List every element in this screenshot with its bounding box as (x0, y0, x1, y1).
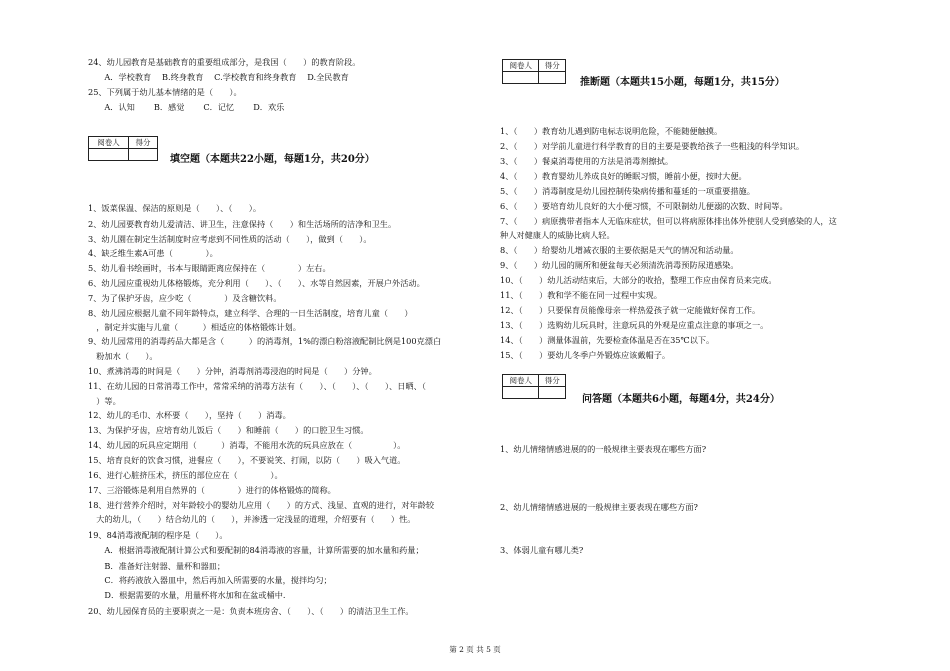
judge-question-line: 种人对健康人的威胁比病人轻。 (500, 230, 615, 240)
grader-label: 阅卷人 (503, 60, 539, 72)
judge-score-box (502, 59, 566, 84)
fill-question-line: A．根据消毒液配制计算公式和要配制的84消毒液的容量，计算所需要的加水量和药量； (88, 545, 424, 555)
judge-section-title: 推断题（本题共15小题，每题1分，共15分） (580, 77, 785, 88)
judge-question-line: 8、（ ）给婴幼儿增减衣服的主要依据是天气的情况和活动量。 (500, 245, 739, 255)
score-label: 得分 (539, 375, 566, 387)
fill-question-line: 8、幼儿园应根据儿童不同年龄特点，建立科学、合理的一日生活制度，培育儿童（ ） (88, 308, 413, 318)
judge-question-line: 12、（ ）只要保育员能像母亲一样热爱孩子就一定能做好保育工作。 (500, 305, 761, 315)
fill-score-box (88, 136, 158, 161)
fill-question-line: 13、为保护牙齿，应培育幼儿饭后（ ）和睡前（ ）的口腔卫生习惯。 (88, 425, 369, 435)
judge-question-line: 5、（ ）消毒制度是幼儿园控制传染病传播和蔓延的一项重要措施。 (500, 186, 755, 196)
fill-question-line: 19、84消毒液配制的程序是（ ）。 (88, 530, 228, 540)
mc-question-24: 24、幼儿园教育是基础教育的重要组成部分，是我国（ ）的教育阶段。 (88, 57, 361, 67)
fill-question-line: 4、缺乏维生素A可患（ ）。 (88, 248, 218, 258)
judge-question-line: 4、（ ）教育婴幼儿养成良好的睡眠习惯，睡前小便，按时大便。 (500, 171, 747, 181)
qa-question-3: 3、体弱儿童有哪儿类? (500, 545, 584, 555)
fill-question-line: 17、三浴锻炼是利用自然界的（ ）进行的体格锻炼的简称。 (88, 485, 336, 495)
judge-question-line: 9、（ ）幼儿园的厕所和便盆每天必须清洗消毒预防尿道感染。 (500, 260, 739, 270)
judge-question-line: 15、（ ）要幼儿冬季户外锻炼应该戴帽子。 (500, 350, 671, 360)
page-footer: 第 2 页 共 5 页 (449, 645, 501, 654)
qa-question-1: 1、幼儿情绪情感进展的的一般规律主要表现在哪些方面? (500, 444, 707, 454)
fill-question-line: D．根据需要的水量，用量杯将水加和在盆或桶中. (88, 590, 286, 600)
fill-question-line: 3、幼儿園在制定生活制度时应考虑到不同性质的活动（ ），做到（ ）。 (88, 234, 372, 244)
fill-question-line: 9、幼儿园常用的消毒药品大都是含（ ）的消毒剂，1%的漂白粉溶液配制比例是100克漂白 (88, 336, 442, 346)
judge-question-line: 2、（ ）对学前儿童进行科学教育的目的主要是要教给孩子一些粗浅的科学知识。 (500, 141, 805, 151)
fill-section-title: 填空题（本题共22小题，每题1分，共20分） (170, 154, 375, 165)
fill-question-line: 20、幼儿园保育员的主要职责之一是：负责本班房舍、（ ）、（ ）的清洁卫生工作。 (88, 606, 414, 616)
fill-question-line: ）等。 (88, 396, 121, 406)
mc-question-25: 25、下列属于幼儿基本情绪的是（ ）。 (88, 87, 242, 97)
fill-question-line: 12、幼儿的毛巾、水杯要（ ），坚持（ ）消毒。 (88, 410, 291, 420)
fill-question-line: 2、幼儿园要教育幼儿爱清洁、讲卫生，注意保持（ ）和生活场所的洁净和卫生。 (88, 219, 397, 229)
fill-question-line: 大的幼儿，（ ）结合幼儿的（ ），并渗透一定浅显的道理，介绍要有（ ）性。 (88, 514, 416, 524)
fill-question-line: B．准备好注射器、量杯和器皿； (88, 561, 226, 571)
fill-question-line: 15、培育良好的饮食习惯，进餐应（ ），不要说笑、打闹，以防（ ）吸入气道。 (88, 455, 406, 465)
judge-question-line: 1、（ ）教育幼儿遇到防电标志说明危险，不能随便触摸。 (500, 126, 723, 136)
judge-question-line: 14、（ ）测量体温前，先要检查体温是否在35℃以下。 (500, 335, 715, 345)
score-label: 得分 (128, 137, 157, 149)
fill-question-line: 14、幼儿园的玩具应定期用（ ）消毒，不能用水洗的玩具应放在（ ）。 (88, 440, 406, 450)
fill-question-line: 6、幼儿园应重视幼儿体格锻炼，充分利用（ ）、（ ）、水等自然因素，开展户外活动。 (88, 278, 425, 288)
judge-question-line: 13、（ ）选购幼儿玩具时，注意玩具的外观是应重点注意的事项之一。 (500, 320, 769, 330)
judge-question-line: 3、（ ）餐桌消毒使用的方法是消毒剂擦拭。 (500, 156, 674, 166)
qa-score-box (502, 374, 566, 399)
mc-options-24: A．学校教育 B.终身教育 C.学校教育和终身教育 D.全民教育 (88, 72, 349, 82)
grader-label: 阅卷人 (89, 137, 129, 149)
fill-question-line: 10、煮沸消毒的时间是（ ）分钟，消毒剂消毒浸泡的时间是（ ）分钟。 (88, 366, 377, 376)
mc-options-25: A．认知 B．感觉 C．记忆 D．欢乐 (88, 102, 285, 112)
judge-question-line: 7、（ ）病原携带者指本人无临床症状，但可以将病原体排出体外使别人受到感染的人，这 (500, 216, 837, 226)
qa-question-2: 2、幼儿情绪情感进展的一般规律主要表现在哪些方面? (500, 502, 698, 512)
fill-question-line: 7、为了保护牙齿，应少吃（ ）及含糖饮料。 (88, 293, 282, 303)
grader-label: 阅卷人 (503, 375, 539, 387)
judge-question-line: 11、（ ）教和学不能在同一过程中实现。 (500, 290, 662, 300)
fill-question-line: 11、在幼儿园的日常消毒工作中，常常采纳的消毒方法有（ ）、（ ）、（ ）、日晒、（ (88, 381, 426, 391)
fill-question-line: 16、进行心脏挤压术，挤压的部位应在（ ）。 (88, 470, 283, 480)
judge-question-line: 10、（ ）幼儿活动结束后，大部分的收拾，整理工作应由保育员来完成。 (500, 275, 777, 285)
fill-question-line: 18、进行营养介绍时，对年龄较小的婴幼儿应用（ ）的方式、浅显、直观的进行，对年龄较 (88, 500, 435, 510)
score-label: 得分 (539, 60, 566, 72)
qa-section-title: 问答题（本题共6小题，每题4分，共24分） (582, 394, 780, 405)
fill-question-line: 1、饭菜保温、保洁的原则是（ ）、（ ）。 (88, 203, 262, 213)
fill-question-line: 5、幼儿看书绘画时，书本与眼睛距离应保持在（ ）左右。 (88, 263, 331, 273)
judge-question-line: 6、（ ）要培育幼儿良好的大小便习惯，不可限制幼儿便溺的次数、时间等。 (500, 201, 788, 211)
fill-question-line: 粉加水（ ）。 (88, 351, 158, 361)
fill-question-line: ，制定并实施与儿童（ ）相适应的体格锻炼计划。 (88, 322, 301, 332)
fill-question-line: C．将药液放入器皿中，然后再加入所需要的水量，搅拌均匀； (88, 575, 332, 585)
